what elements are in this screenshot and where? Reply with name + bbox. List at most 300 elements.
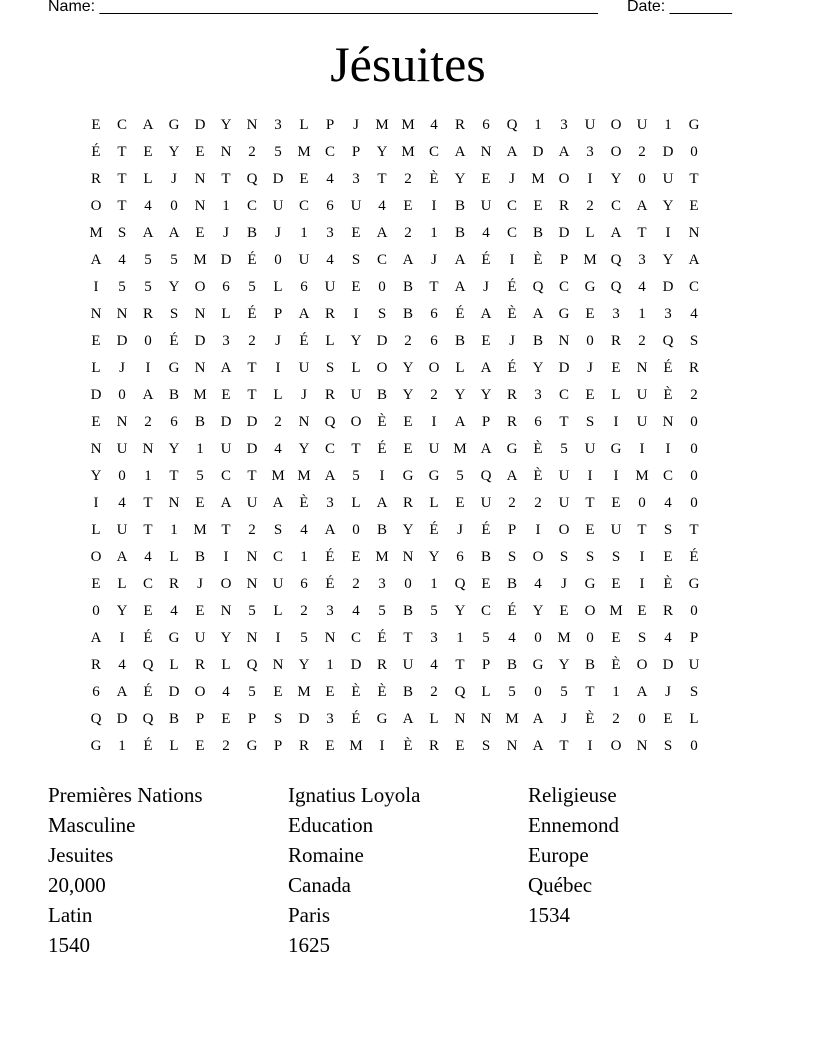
grid-letter: 6 [222, 279, 230, 295]
grid-letter: T [247, 468, 257, 484]
grid-letter: M [635, 468, 649, 484]
grid-letter: 4 [326, 171, 334, 187]
grid-letter: 1 [144, 468, 152, 484]
grid-letter: J [275, 225, 281, 241]
grid-letter: D [532, 144, 544, 160]
grid-letter: E [585, 306, 595, 322]
grid-letter: A [558, 144, 570, 160]
grid-letter: P [273, 306, 283, 322]
grid-letter: P [481, 414, 491, 430]
grid-letter: C [662, 468, 673, 484]
grid-letter: L [689, 711, 699, 727]
grid-letter: R [454, 117, 465, 133]
grid-letter: S [585, 549, 595, 565]
grid-letter: L [429, 711, 439, 727]
grid-row [83, 112, 733, 139]
grid-letter: A [506, 144, 518, 160]
grid-letter: 3 [326, 495, 334, 511]
grid-letter: S [689, 333, 699, 349]
grid-letter: 0 [638, 171, 646, 187]
grid-letter: S [559, 549, 569, 565]
grid-letter: 6 [326, 198, 334, 214]
grid-letter: 1 [300, 225, 308, 241]
grid-letter: E [195, 144, 205, 160]
grid-letter: 5 [248, 603, 256, 619]
grid-letter: Y [454, 387, 466, 403]
grid-letter: J [509, 171, 515, 187]
grid-letter: R [298, 738, 309, 754]
grid-letter: P [195, 711, 205, 727]
grid-letter: 1 [612, 684, 620, 700]
grid-letter: T [689, 522, 699, 538]
grid-letter: E [221, 711, 231, 727]
grid-letter: Y [298, 441, 310, 457]
word-list-item: 1540 [48, 933, 90, 957]
grid-letter: 3 [664, 306, 672, 322]
grid-letter: G [402, 468, 414, 484]
grid-letter: 2 [430, 387, 438, 403]
word-list-item: Education [288, 813, 374, 837]
word-list-item: Canada [288, 873, 351, 897]
grid-letter: C [142, 576, 153, 592]
grid-letter: D [194, 333, 206, 349]
grid-row [83, 139, 733, 166]
grid-letter: N [454, 711, 466, 727]
grid-letter: E [481, 576, 491, 592]
grid-letter: G [584, 576, 596, 592]
grid-letter: 4 [144, 549, 152, 565]
page-title: Jésuites [330, 36, 486, 92]
grid-letter: A [506, 468, 518, 484]
grid-row [83, 382, 733, 409]
grid-letter: G [376, 711, 388, 727]
grid-letter: 0 [404, 576, 412, 592]
grid-letter: 4 [118, 657, 126, 673]
grid-letter: A [220, 495, 232, 511]
grid-letter: I [275, 360, 281, 376]
grid-letter: R [168, 576, 179, 592]
grid-letter: T [559, 414, 569, 430]
grid-letter: A [168, 225, 180, 241]
grid-letter: M [193, 522, 207, 538]
grid-letter: Y [428, 549, 440, 565]
grid-letter: J [119, 360, 125, 376]
grid-letter: O [90, 549, 102, 565]
grid-letter: N [636, 738, 648, 754]
grid-letter: 5 [118, 279, 126, 295]
grid-letter: M [557, 630, 571, 646]
grid-letter: U [194, 630, 206, 646]
grid-letter: 5 [196, 468, 204, 484]
grid-letter: G [506, 441, 518, 457]
grid-letter: 5 [456, 468, 464, 484]
grid-letter: L [325, 333, 335, 349]
grid-letter: 1 [118, 738, 126, 754]
grid-letter: M [401, 117, 415, 133]
grid-letter: 1 [430, 576, 438, 592]
grid-letter: E [351, 279, 361, 295]
grid-letter: A [116, 684, 128, 700]
grid-letter: 1 [430, 225, 438, 241]
grid-letter: Y [558, 657, 570, 673]
grid-letter: P [481, 657, 491, 673]
grid-letter: 1 [196, 441, 204, 457]
grid-letter: U [480, 198, 492, 214]
grid-letter: I [665, 441, 671, 457]
grid-letter: 3 [612, 306, 620, 322]
grid-letter: Q [454, 576, 466, 592]
grid-letter: E [299, 171, 309, 187]
grid-letter: J [171, 171, 177, 187]
grid-letter: J [483, 279, 489, 295]
grid-letter: É [143, 738, 153, 754]
grid-letter: 6 [534, 414, 542, 430]
grid-letter: A [480, 360, 492, 376]
grid-letter: T [455, 657, 465, 673]
grid-letter: A [480, 306, 492, 322]
grid-letter: N [480, 711, 492, 727]
grid-letter: A [376, 495, 388, 511]
grid-letter: D [662, 144, 674, 160]
grid-row [83, 490, 733, 517]
grid-letter: S [611, 549, 621, 565]
grid-row [83, 355, 733, 382]
word-list-item: Religieuse [528, 783, 617, 807]
grid-letter: E [455, 495, 465, 511]
grid-letter: T [585, 684, 595, 700]
grid-letter: N [246, 576, 258, 592]
grid-letter: 3 [222, 333, 230, 349]
grid-letter: I [613, 468, 619, 484]
grid-letter: N [246, 630, 258, 646]
grid-letter: É [507, 603, 517, 619]
grid-letter: B [480, 549, 491, 565]
grid-letter: 6 [430, 306, 438, 322]
grid-letter: N [116, 306, 128, 322]
grid-row [83, 193, 733, 220]
word-list-item: Masculine [48, 813, 136, 837]
grid-letter: I [353, 306, 359, 322]
grid-letter: T [585, 495, 595, 511]
grid-letter: É [169, 333, 179, 349]
grid-letter: Q [480, 468, 492, 484]
grid-letter: G [584, 279, 596, 295]
grid-letter: M [349, 738, 363, 754]
grid-letter: Y [90, 468, 102, 484]
grid-letter: É [481, 252, 491, 268]
grid-letter: N [506, 738, 518, 754]
grid-letter: D [558, 225, 570, 241]
grid-letter: 2 [638, 333, 646, 349]
grid-letter: S [663, 738, 673, 754]
grid-letter: 4 [638, 279, 646, 295]
grid-letter: 2 [352, 576, 360, 592]
grid-letter: 2 [586, 198, 594, 214]
grid-letter: U [298, 360, 310, 376]
grid-letter: S [637, 630, 647, 646]
grid-letter: 3 [274, 117, 282, 133]
grid-letter: È [533, 468, 543, 484]
grid-letter: R [324, 306, 335, 322]
grid-letter: 0 [690, 468, 698, 484]
grid-letter: U [584, 441, 596, 457]
grid-letter: U [246, 495, 258, 511]
grid-letter: I [275, 630, 281, 646]
grid-letter: 1 [170, 522, 178, 538]
grid-letter: É [247, 306, 257, 322]
grid-letter: J [301, 387, 307, 403]
grid-letter: T [221, 522, 231, 538]
grid-letter: 4 [352, 603, 360, 619]
grid-letter: C [558, 279, 569, 295]
grid-letter: P [351, 144, 361, 160]
grid-letter: L [117, 576, 127, 592]
grid-letter: N [116, 414, 128, 430]
grid-letter: U [402, 657, 414, 673]
grid-letter: M [89, 225, 103, 241]
grid-letter: 0 [586, 630, 594, 646]
grid-letter: A [480, 441, 492, 457]
grid-letter: N [324, 630, 336, 646]
grid-letter: N [402, 549, 414, 565]
grid-letter: 2 [404, 333, 412, 349]
grid-letter: 4 [690, 306, 698, 322]
grid-letter: A [116, 549, 128, 565]
grid-letter: 6 [92, 684, 100, 700]
grid-letter: R [376, 657, 387, 673]
grid-letter: E [351, 549, 361, 565]
grid-letter: G [558, 306, 570, 322]
grid-letter: L [143, 171, 153, 187]
grid-letter: 4 [118, 495, 126, 511]
grid-letter: Y [168, 279, 180, 295]
grid-letter: 1 [638, 306, 646, 322]
grid-letter: U [636, 117, 648, 133]
grid-letter: J [665, 684, 671, 700]
grid-letter: 3 [326, 603, 334, 619]
grid-letter: N [90, 306, 102, 322]
grid-letter: 0 [690, 414, 698, 430]
grid-letter: 1 [664, 117, 672, 133]
grid-letter: D [558, 360, 570, 376]
grid-letter: N [194, 171, 206, 187]
grid-letter: 4 [430, 117, 438, 133]
grid-letter: N [688, 225, 700, 241]
grid-letter: J [275, 333, 281, 349]
grid-letter: É [91, 144, 101, 160]
grid-letter: 4 [274, 441, 282, 457]
grid-letter: É [143, 684, 153, 700]
grid-letter: M [531, 171, 545, 187]
grid-letter: G [688, 576, 700, 592]
grid-letter: A [90, 630, 102, 646]
grid-letter: D [220, 414, 232, 430]
grid-letter: É [325, 549, 335, 565]
grid-letter: N [246, 117, 258, 133]
grid-letter: A [454, 252, 466, 268]
grid-letter: Y [454, 171, 466, 187]
grid-letter: R [90, 657, 101, 673]
grid-letter: P [247, 711, 257, 727]
grid-letter: B [194, 549, 205, 565]
grid-letter: U [350, 198, 362, 214]
grid-letter: A [532, 738, 544, 754]
grid-letter: N [220, 603, 232, 619]
grid-letter: J [197, 576, 203, 592]
grid-letter: L [299, 117, 309, 133]
grid-letter: E [91, 333, 101, 349]
grid-row [83, 625, 733, 652]
grid-letter: I [379, 738, 385, 754]
grid-letter: É [663, 360, 673, 376]
grid-letter: C [558, 387, 569, 403]
grid-row [83, 463, 733, 490]
grid-letter: 3 [586, 144, 594, 160]
grid-letter: N [194, 360, 206, 376]
grid-letter: C [610, 198, 621, 214]
grid-letter: U [584, 117, 596, 133]
grid-letter: O [194, 279, 206, 295]
grid-letter: T [247, 360, 257, 376]
grid-letter: E [455, 738, 465, 754]
grid-letter: T [429, 279, 439, 295]
grid-letter: Y [376, 144, 388, 160]
grid-letter: C [298, 198, 309, 214]
grid-letter: 2 [248, 522, 256, 538]
grid-letter: L [221, 306, 231, 322]
grid-letter: A [142, 387, 154, 403]
grid-letter: G [168, 360, 180, 376]
grid-letter: R [662, 603, 673, 619]
grid-letter: A [402, 252, 414, 268]
grid-letter: D [90, 387, 102, 403]
grid-letter: C [480, 603, 491, 619]
grid-letter: E [481, 333, 491, 349]
grid-letter: R [558, 198, 569, 214]
grid-letter: B [532, 225, 543, 241]
grid-letter: E [143, 603, 153, 619]
grid-letter: 0 [690, 441, 698, 457]
grid-letter: J [587, 360, 593, 376]
grid-letter: Y [350, 333, 362, 349]
grid-row [83, 328, 733, 355]
grid-letter: O [532, 549, 544, 565]
grid-letter: P [325, 117, 335, 133]
grid-letter: 5 [274, 144, 282, 160]
grid-letter: N [480, 144, 492, 160]
grid-letter: A [636, 684, 648, 700]
grid-letter: I [665, 225, 671, 241]
grid-letter: É [455, 306, 465, 322]
grid-letter: S [585, 414, 595, 430]
grid-letter: 1 [326, 657, 334, 673]
grid-letter: L [481, 684, 491, 700]
grid-letter: 0 [690, 495, 698, 511]
grid-letter: 4 [508, 630, 516, 646]
grid-letter: A [324, 468, 336, 484]
grid-letter: E [195, 738, 205, 754]
grid-letter: U [558, 495, 570, 511]
grid-letter: N [298, 414, 310, 430]
date-field-label: Date: _______ [627, 0, 732, 15]
grid-letter: 0 [274, 252, 282, 268]
grid-letter: R [610, 333, 621, 349]
grid-letter: T [689, 171, 699, 187]
grid-letter: D [246, 414, 258, 430]
grid-letter: E [611, 630, 621, 646]
grid-letter: A [532, 306, 544, 322]
grid-letter: 5 [248, 684, 256, 700]
grid-letter: Y [220, 630, 232, 646]
grid-letter: U [116, 522, 128, 538]
grid-letter: M [193, 252, 207, 268]
grid-letter: 0 [690, 603, 698, 619]
grid-letter: 0 [534, 630, 542, 646]
grid-letter: E [611, 576, 621, 592]
grid-letter: O [376, 360, 388, 376]
grid-letter: I [587, 468, 593, 484]
grid-letter: D [116, 333, 128, 349]
word-list-item: Québec [528, 873, 593, 897]
grid-letter: N [558, 333, 570, 349]
grid-letter: I [613, 414, 619, 430]
grid-letter: E [91, 414, 101, 430]
grid-letter: 1 [300, 549, 308, 565]
grid-letter: Q [532, 279, 544, 295]
grid-letter: O [558, 522, 570, 538]
grid-letter: Y [402, 522, 414, 538]
grid-letter: B [454, 225, 465, 241]
grid-letter: L [351, 495, 361, 511]
grid-letter: G [168, 630, 180, 646]
grid-letter: I [639, 576, 645, 592]
grid-letter: M [297, 144, 311, 160]
grid-letter: B [584, 657, 595, 673]
grid-letter: 2 [222, 738, 230, 754]
grid-letter: D [220, 252, 232, 268]
grid-letter: A [142, 117, 154, 133]
grid-letter: Q [662, 333, 674, 349]
grid-letter: Y [402, 387, 414, 403]
grid-letter: É [247, 252, 257, 268]
grid-letter: 6 [300, 279, 308, 295]
grid-letter: 1 [534, 117, 542, 133]
grid-row [83, 220, 733, 247]
grid-letter: E [689, 198, 699, 214]
grid-row [83, 409, 733, 436]
grid-letter: G [90, 738, 102, 754]
grid-letter: 0 [352, 522, 360, 538]
grid-letter: T [117, 198, 127, 214]
grid-letter: Y [610, 171, 622, 187]
grid-letter: 4 [378, 198, 386, 214]
grid-letter: B [532, 333, 543, 349]
grid-letter: È [663, 387, 673, 403]
grid-letter: A [298, 306, 310, 322]
grid-letter: 5 [430, 603, 438, 619]
grid-letter: B [506, 657, 517, 673]
word-list-item: Romaine [288, 843, 364, 867]
grid-letter: M [401, 144, 415, 160]
grid-letter: M [297, 468, 311, 484]
grid-letter: 3 [430, 630, 438, 646]
grid-letter: T [377, 171, 387, 187]
grid-letter: I [587, 171, 593, 187]
grid-letter: B [454, 333, 465, 349]
grid-letter: I [431, 198, 437, 214]
grid-letter: G [688, 117, 700, 133]
grid-letter: 0 [690, 738, 698, 754]
